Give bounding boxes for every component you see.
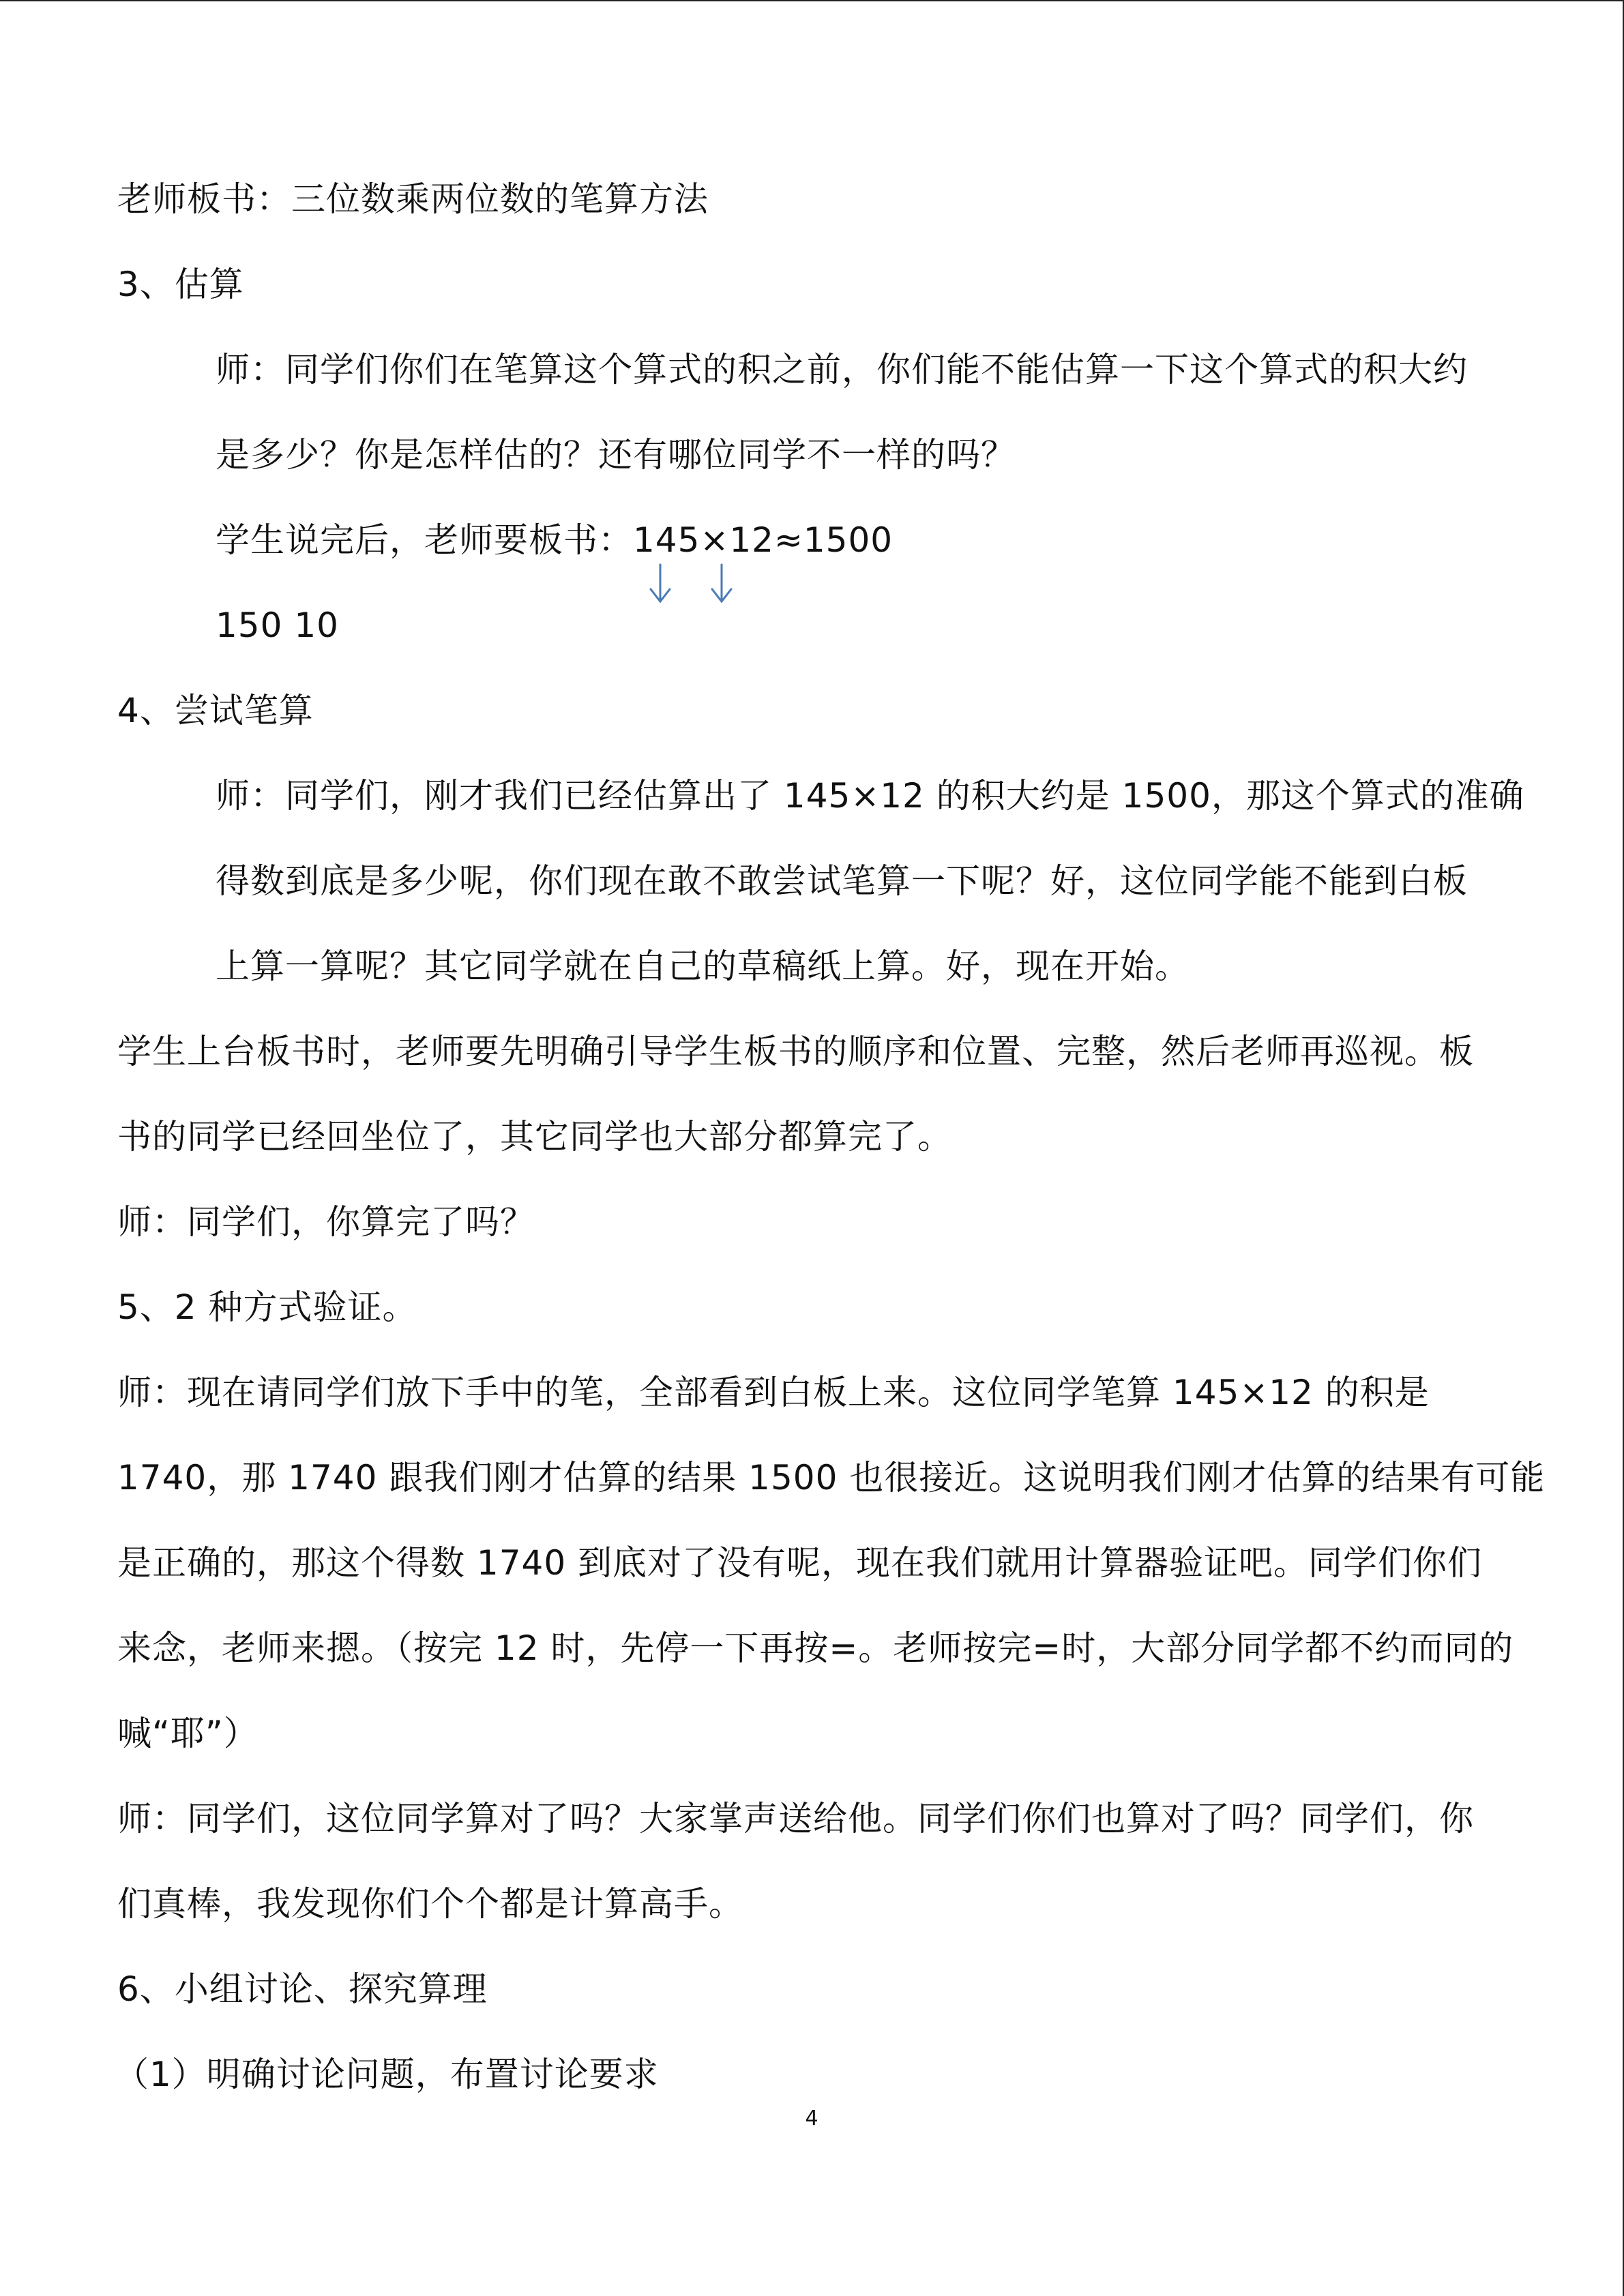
paragraph-line: 是正确的，那这个得数 1740 到底对了没有呢，现在我们就用计算器验证吧。同学们你们	[117, 1543, 1483, 1583]
paragraph-line: 得数到底是多少呢，你们现在敢不敢尝试笔算一下呢？好，这位同学能不能到白板	[216, 861, 1468, 901]
paragraph-line: 学生上台板书时，老师要先明确引导学生板书的顺序和位置、完整，然后老师再巡视。板	[117, 1032, 1474, 1071]
section-heading-verify: 5、2 种方式验证。	[117, 1287, 417, 1327]
paragraph-line: 师：现在请同学们放下手中的笔，全部看到白板上来。这位同学笔算 145×12 的积是	[117, 1373, 1430, 1412]
paragraph-line: 师：同学们，这位同学算对了吗？大家掌声送给他。同学们你们也算对了吗？同学们，你	[117, 1799, 1474, 1838]
paragraph-line: 书的同学已经回坐位了，其它同学也大部分都算完了。	[117, 1117, 952, 1157]
section-heading-discuss: 6、小组讨论、探究算理	[117, 1969, 488, 2009]
paragraph-line: 上算一算呢？其它同学就在自己的草稿纸上算。好，现在开始。	[216, 946, 1190, 986]
section-heading-try: 4、尝试笔算	[117, 691, 314, 730]
board-note-line: 老师板书：三位数乘两位数的笔算方法	[117, 179, 709, 219]
paragraph-line: 师：同学们，你算完了吗？	[117, 1202, 535, 1242]
paragraph-line: 师：同学们你们在笔算这个算式的积之前，你们能不能估算一下这个算式的积大约	[216, 350, 1468, 389]
paragraph-line: 师：同学们，刚才我们已经估算出了 145×12 的积大约是 1500，那这个算式的准确	[216, 776, 1524, 816]
paragraph-line: 喊“耶”）	[117, 1714, 259, 1753]
paragraph-line: 们真棒，我发现你们个个都是计算高手。	[117, 1884, 743, 1924]
paragraph-line: 是多少？你是怎样估的？还有哪位同学不一样的吗？	[216, 435, 1016, 475]
estimate-values-line: 150 10	[216, 606, 339, 645]
paragraph-line: 1740，那 1740 跟我们刚才估算的结果 1500 也很接近。这说明我们刚才估算的结果有可能	[117, 1458, 1546, 1497]
subsection-heading: （1）明确讨论问题，布置讨论要求	[115, 2055, 659, 2094]
paragraph-line: 来念，老师来摁。（按完 12 时，先停一下再按=。老师按完=时，大部分同学都不约而同的	[117, 1628, 1514, 1668]
page-number: 4	[805, 2106, 818, 2130]
estimate-arrows-icon	[641, 561, 764, 608]
paragraph-line: 学生说完后，老师要板书：145×12≈1500	[216, 520, 894, 560]
section-heading-estimate: 3、估算	[117, 265, 244, 304]
